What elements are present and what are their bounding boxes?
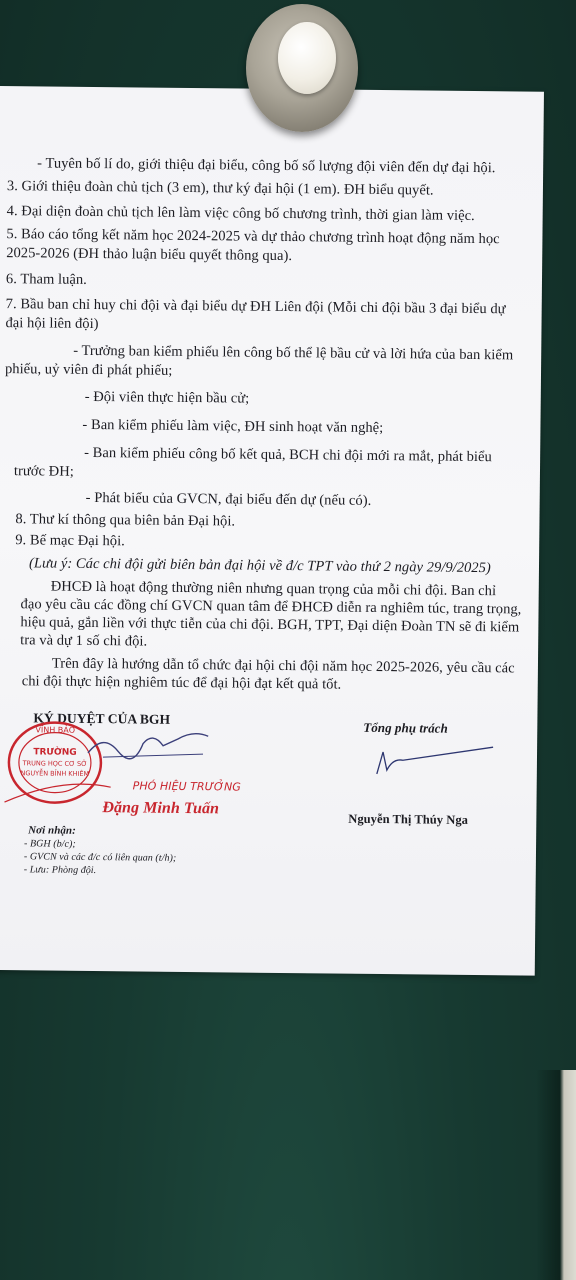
doc-line-18: ĐHCĐ là hoạt động thường niên nhưng quan trọng của mỗi chi đội. Ban chỉ	[50, 578, 497, 600]
doc-line-1: - Tuyên bố lí do, giới thiệu đại biểu, công bố số lượng đội viên đến dự đại hội.	[37, 155, 496, 177]
doc-line-12: - Ban kiểm phiếu làm việc, ĐH sinh hoạt văn nghệ;	[82, 416, 384, 437]
doc-line-6: 6. Tham luận.	[5, 271, 87, 288]
doc-line-23: chi đội thực hiện nghiêm túc để đại hội đạt kết quả tốt.	[21, 673, 342, 693]
signature-left-name: Đặng Minh Tuấn	[102, 799, 220, 818]
doc-line-14: trước ĐH;	[13, 463, 74, 480]
doc-line-5: 2025-2026 (ĐH thảo luận biểu quyết thông qua).	[6, 245, 293, 265]
recipient-2: - GVCN và các đ/c có liên quan (t/h);	[23, 851, 177, 864]
doc-line-16: 8. Thư kí thông qua biên bản Đại hội.	[15, 511, 236, 530]
doc-line-17: 9. Bế mạc Đại hội.	[15, 532, 125, 550]
doc-line-4: 5. Báo cáo tổng kết năm học 2024-2025 và dự thảo chương trình hoạt động năm học	[6, 226, 500, 248]
signature-left-title: PHÓ HIỆU TRƯỞNG	[132, 779, 241, 794]
doc-line-2: 3. Giới thiệu đoàn chủ tịch (3 em), thư ký đại hội (1 em). ĐH biểu quyết.	[6, 178, 434, 199]
doc-line-19: đạo yêu cầu các đồng chí GVCN quan tâm để ĐHCĐ diễn ra nghiêm túc, trang trọng,	[20, 596, 522, 618]
svg-text:TRƯỜNG: TRƯỜNG	[33, 747, 77, 758]
doc-line-3: 4. Đại diện đoàn chủ tịch lên làm việc công bố chương trình, thời gian làm việc.	[6, 203, 475, 224]
board-frame-edge	[536, 1070, 576, 1280]
svg-text:TRUNG HỌC CƠ SỞ: TRUNG HỌC CƠ SỞ	[22, 759, 88, 768]
signature-right-name: Nguyễn Thị Thúy Nga	[348, 811, 469, 827]
doc-line-21: tra và dự 1 số chi đội.	[20, 632, 148, 650]
right-signature-scribble	[373, 740, 503, 781]
magnet-knob	[278, 22, 336, 94]
doc-line-11: - Đội viên thực hiện bầu cử;	[84, 388, 250, 407]
left-signature-scribble	[83, 723, 213, 764]
doc-line-20: hiệu quả, gắn liền với thực tiễn của chi đội. BGH, TPT, Đại diện Đoàn TN sẽ đi kiểm	[20, 614, 520, 636]
recipients-heading: Nơi nhận:	[28, 824, 76, 837]
document-page	[0, 86, 544, 976]
svg-text:VĨNH BẢO: VĨNH BẢO	[35, 725, 76, 735]
doc-line-8: đại hội liên đội)	[5, 315, 99, 333]
recipient-3: - Lưu: Phòng đội.	[23, 864, 97, 877]
doc-note: (Lưu ý: Các chi đội gửi biên bản đại hội về đ/c TPT vào thứ 2 ngày 29/9/2025)	[28, 555, 491, 577]
doc-line-7: 7. Bầu ban chỉ huy chi đội và đại biểu dự ĐH Liên đội (Mỗi chi đội bầu 3 đại biểu dự	[5, 296, 506, 318]
doc-line-10: phiếu, uỷ viên đi phát phiếu;	[4, 361, 173, 379]
doc-line-13: - Ban kiểm phiếu công bố kết quả, BCH chi đội mới ra mắt, phát biểu	[84, 444, 492, 466]
doc-line-9: - Trưởng ban kiểm phiếu lên công bố thể lệ bầu cử và lời hứa của ban kiểm	[73, 342, 514, 364]
signature-left-heading: KÝ DUYỆT CỦA BGH	[33, 710, 171, 727]
svg-text:NGUYỄN BỈNH KHIÊM: NGUYỄN BỈNH KHIÊM	[20, 769, 90, 778]
doc-line-22: Trên đây là hướng dẫn tổ chức đại hội chi đội năm học 2025-2026, yêu cầu các	[51, 655, 515, 677]
doc-line-15: - Phát biểu của GVCN, đại biểu đến dự (nếu có).	[85, 489, 372, 509]
recipient-1: - BGH (b/c);	[24, 838, 76, 850]
signature-right-heading: Tổng phụ trách	[363, 719, 448, 736]
